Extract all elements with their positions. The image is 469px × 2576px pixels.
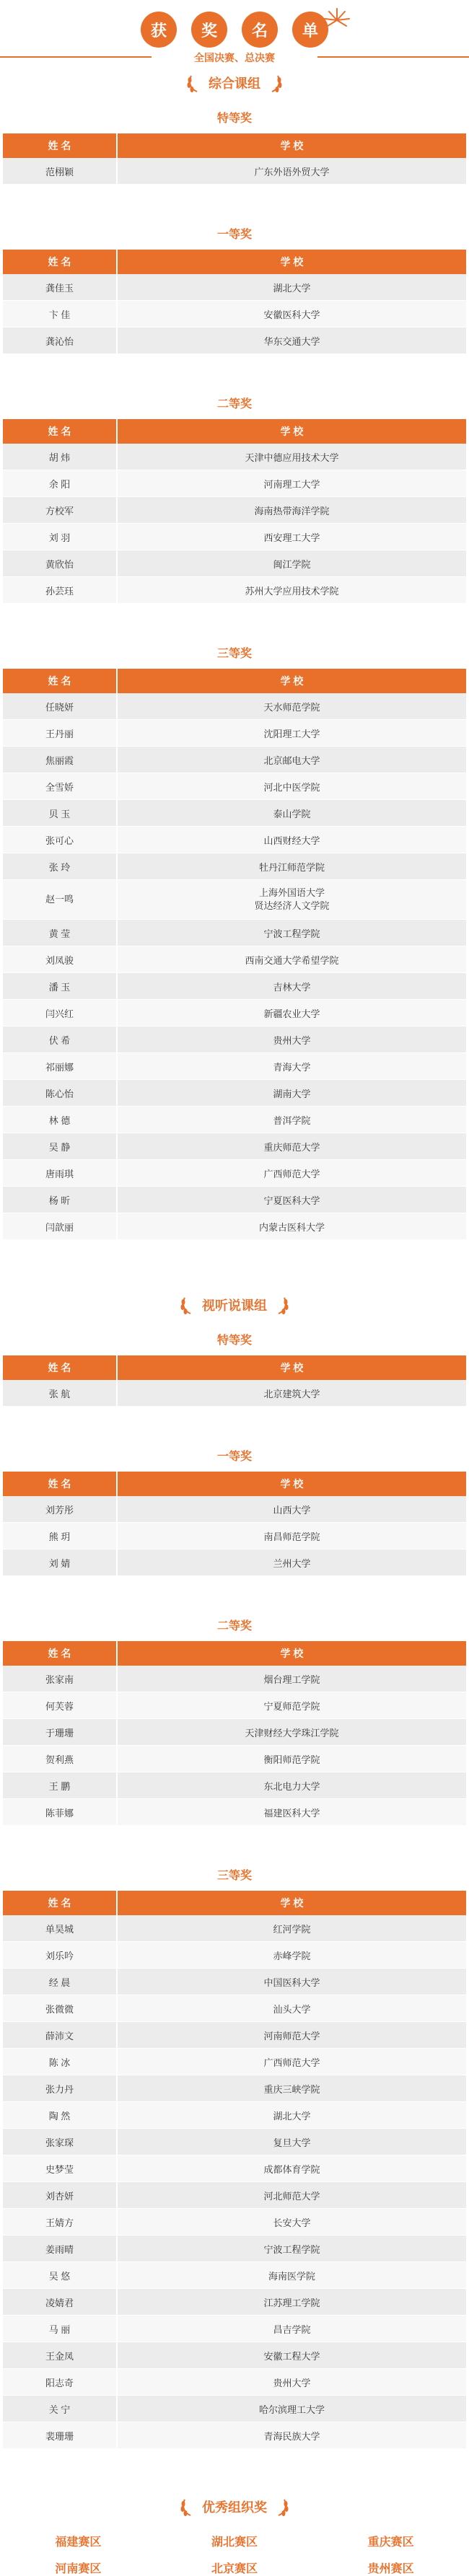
laurel-left-icon — [179, 2497, 195, 2517]
winner-name: 陈心怡 — [3, 1080, 118, 1107]
table-row — [3, 2289, 466, 2316]
winner-school: 长安大学 — [118, 2209, 466, 2236]
winner-school: 重庆三峡学院 — [118, 2075, 466, 2102]
winner-name: 刘芳彤 — [3, 1496, 118, 1523]
table-row — [3, 693, 466, 720]
winner-name: 林 德 — [3, 1107, 118, 1133]
winner-name: 祁丽娜 — [3, 1053, 118, 1080]
table-header — [3, 1641, 466, 1666]
award-region: 河南赛区 — [55, 2563, 102, 2575]
table-row — [3, 497, 466, 524]
table-row — [3, 853, 466, 880]
spacer — [0, 604, 469, 640]
table-row — [3, 470, 466, 497]
winner-school: 兰州大学 — [118, 1549, 466, 1576]
table-row — [3, 720, 466, 747]
section-title: 一等奖 — [216, 1451, 252, 1463]
winner-name: 关 宁 — [3, 2396, 118, 2422]
table-row — [3, 1772, 466, 1799]
table-row — [3, 2022, 466, 2049]
winner-name: 刘凤骏 — [3, 946, 118, 973]
laurel-left-icon — [185, 73, 201, 93]
winner-school: 山西大学 — [118, 1496, 466, 1523]
table-row — [3, 1187, 466, 1213]
winner-school: 内蒙古医科大学 — [118, 1213, 466, 1240]
winner-name: 张力丹 — [3, 2075, 118, 2102]
table-row — [3, 880, 466, 920]
winner-name: 闫歆丽 — [3, 1213, 118, 1240]
table-row — [3, 1213, 466, 1240]
winner-name: 贝 玉 — [3, 800, 118, 827]
name-column-header: 姓 名 — [3, 250, 118, 274]
header-title — [0, 12, 469, 48]
winner-school: 西南交通大学希望学院 — [118, 946, 466, 973]
winner-school: 复旦大学 — [118, 2129, 466, 2155]
header-title-char: 获 — [141, 12, 177, 48]
section-title: 二等奖 — [216, 1620, 252, 1632]
table-row — [3, 2075, 466, 2102]
winner-name: 经 晨 — [3, 1969, 118, 1995]
school-column-header: 学 校 — [118, 133, 466, 158]
table-row — [3, 920, 466, 946]
group-title — [0, 61, 469, 105]
winner-school: 吉林大学 — [118, 973, 466, 1000]
spacer — [0, 2449, 469, 2485]
winner-school: 河南理工大学 — [118, 470, 466, 497]
school-column-header: 学 校 — [118, 1891, 466, 1915]
table-row — [3, 1969, 466, 1995]
winner-school: 海南热带海洋学院 — [118, 497, 466, 524]
table-row — [3, 1496, 466, 1523]
name-column-header: 姓 名 — [3, 1891, 118, 1915]
group-title — [0, 1283, 469, 1327]
winner-name: 吴 静 — [3, 1133, 118, 1160]
winner-name: 何芙蓉 — [3, 1692, 118, 1719]
winner-name: 全雪娇 — [3, 773, 118, 800]
table-header — [3, 1891, 466, 1915]
winner-name: 于珊珊 — [3, 1719, 118, 1746]
spacer — [0, 1240, 469, 1283]
spacer — [0, 1407, 469, 1443]
school-column-header: 学 校 — [118, 1472, 466, 1496]
header-title-char: 奖 — [191, 12, 227, 48]
winner-school: 赤峰学院 — [118, 1942, 466, 1969]
winner-school: 福建医科大学 — [118, 1799, 466, 1826]
table-row — [3, 827, 466, 853]
table-row — [3, 2182, 466, 2209]
winner-name: 王丹丽 — [3, 720, 118, 747]
table-row — [3, 1692, 466, 1719]
winners-table — [3, 1355, 466, 1407]
winner-name: 余 阳 — [3, 470, 118, 497]
winners-table — [3, 1641, 466, 1826]
winner-school: 宁波工程学院 — [118, 2236, 466, 2262]
spacer — [0, 185, 469, 221]
winner-school: 东北电力大学 — [118, 1772, 466, 1799]
section-title: 二等奖 — [216, 398, 252, 410]
table-row — [3, 2262, 466, 2289]
winner-name: 陈 冰 — [3, 2049, 118, 2075]
winner-school: 红河学院 — [118, 1915, 466, 1942]
winner-school: 成都体育学院 — [118, 2155, 466, 2182]
winner-name: 刘 婧 — [3, 1549, 118, 1576]
name-column-header: 姓 名 — [3, 1355, 118, 1380]
award-region: 湖北赛区 — [211, 2536, 258, 2549]
section-title: 一等奖 — [216, 229, 252, 241]
table-row — [3, 328, 466, 354]
winner-school: 泰山学院 — [118, 800, 466, 827]
winner-name: 孙芸珏 — [3, 577, 118, 604]
table-row — [3, 158, 466, 185]
winner-name: 吴 悠 — [3, 2262, 118, 2289]
winner-school: 牡丹江师范学院 — [118, 853, 466, 880]
award-region: 贵州赛区 — [367, 2563, 414, 2575]
table-row — [3, 1995, 466, 2022]
winner-name: 单昊城 — [3, 1915, 118, 1942]
table-row — [3, 1549, 466, 1576]
table-row — [3, 973, 466, 1000]
table-row — [3, 2396, 466, 2422]
table-row — [3, 1000, 466, 1027]
winner-school: 宁夏医科大学 — [118, 1187, 466, 1213]
table-row — [3, 1523, 466, 1549]
winner-school: 广西师范大学 — [118, 2049, 466, 2075]
winner-name: 薛沛文 — [3, 2022, 118, 2049]
winner-name: 张家琛 — [3, 2129, 118, 2155]
winner-school: 普洱学院 — [118, 1107, 466, 1133]
table-row — [3, 1666, 466, 1692]
name-column-header: 姓 名 — [3, 133, 118, 158]
winner-school: 上海外国语大学 贤达经济人文学院 — [118, 880, 466, 920]
winner-name: 闫兴红 — [3, 1000, 118, 1027]
winner-name: 张可心 — [3, 827, 118, 853]
winner-school: 昌吉学院 — [118, 2316, 466, 2342]
header-title-char: 名 — [242, 12, 278, 48]
table-row — [3, 274, 466, 301]
winner-name: 史梦莹 — [3, 2155, 118, 2182]
winner-name: 王金凤 — [3, 2342, 118, 2369]
winner-name: 杨 昕 — [3, 1187, 118, 1213]
winner-name: 裴珊珊 — [3, 2422, 118, 2449]
laurel-left-icon — [179, 1295, 195, 1315]
winner-name: 刘乐吟 — [3, 1942, 118, 1969]
winner-school: 新疆农业大学 — [118, 1000, 466, 1027]
school-column-header: 学 校 — [118, 250, 466, 274]
winner-name: 胡 炜 — [3, 444, 118, 470]
table-row — [3, 2369, 466, 2396]
winner-name: 龚佳玉 — [3, 274, 118, 301]
table-row — [3, 1799, 466, 1826]
table-header — [3, 1472, 466, 1496]
winner-school: 中国医科大学 — [118, 1969, 466, 1995]
winner-school: 江苏理工学院 — [118, 2289, 466, 2316]
table-row — [3, 2316, 466, 2342]
section-title: 三等奖 — [216, 648, 252, 660]
winner-school: 苏州大学应用技术学院 — [118, 577, 466, 604]
winner-name: 任晓妍 — [3, 693, 118, 720]
table-row — [3, 773, 466, 800]
table-row — [3, 2155, 466, 2182]
winner-name: 卞 佳 — [3, 301, 118, 328]
winners-table — [3, 1891, 466, 2449]
winner-name: 张微微 — [3, 1995, 118, 2022]
winner-name: 范栩颖 — [3, 158, 118, 185]
winner-school: 衡阳师范学院 — [118, 1746, 466, 1772]
winner-school: 广西师范大学 — [118, 1160, 466, 1187]
name-column-header: 姓 名 — [3, 419, 118, 444]
table-row — [3, 1160, 466, 1187]
winners-table — [3, 133, 466, 185]
award-region: 北京赛区 — [211, 2563, 258, 2575]
table-row — [3, 1080, 466, 1107]
winner-school: 贵州大学 — [118, 2369, 466, 2396]
winner-name: 陶 然 — [3, 2102, 118, 2129]
winner-school: 天津中德应用技术大学 — [118, 444, 466, 470]
table-row — [3, 2129, 466, 2155]
table-row — [3, 2209, 466, 2236]
winner-school: 闽江学院 — [118, 550, 466, 577]
winner-school: 湖北大学 — [118, 2102, 466, 2129]
table-row — [3, 1746, 466, 1772]
laurel-right-icon — [274, 2497, 290, 2517]
winner-school: 北京建筑大学 — [118, 1380, 466, 1407]
spacer — [0, 1826, 469, 1862]
section-title: 三等奖 — [216, 1870, 252, 1882]
winner-name: 潘 玉 — [3, 973, 118, 1000]
table-row — [3, 1027, 466, 1053]
header-title-char: 单 — [292, 12, 328, 48]
table-row — [3, 1942, 466, 1969]
laurel-right-icon — [268, 73, 284, 93]
winner-name: 伏 希 — [3, 1027, 118, 1053]
table-row — [3, 444, 466, 470]
table-header — [3, 669, 466, 693]
winner-school: 天津财经大学珠江学院 — [118, 1719, 466, 1746]
table-row — [3, 800, 466, 827]
winner-name: 阳志奇 — [3, 2369, 118, 2396]
winner-school: 南昌师范学院 — [118, 1523, 466, 1549]
table-row — [3, 747, 466, 773]
winner-name: 熊 玥 — [3, 1523, 118, 1549]
firework-icon — [319, 4, 355, 33]
winner-school: 广东外语外贸大学 — [118, 158, 466, 185]
winner-name: 张家南 — [3, 1666, 118, 1692]
winner-school: 河北中医学院 — [118, 773, 466, 800]
winner-school: 西安理工大学 — [118, 524, 466, 550]
name-column-header: 姓 名 — [3, 1641, 118, 1666]
winner-school: 湖北大学 — [118, 274, 466, 301]
table-row — [3, 301, 466, 328]
winner-school: 华东交通大学 — [118, 328, 466, 354]
winner-school: 天水师范学院 — [118, 693, 466, 720]
spacer — [0, 354, 469, 390]
winner-name: 刘杏妍 — [3, 2182, 118, 2209]
winner-name: 陈菲娜 — [3, 1799, 118, 1826]
winner-name: 焦丽霞 — [3, 747, 118, 773]
table-header — [3, 250, 466, 274]
winner-school: 宁波工程学院 — [118, 920, 466, 946]
winners-table — [3, 1472, 466, 1576]
winner-school: 宁夏师范学院 — [118, 1692, 466, 1719]
winner-name: 黄 莹 — [3, 920, 118, 946]
awards-title — [0, 2485, 469, 2528]
award-region: 福建赛区 — [55, 2536, 102, 2549]
awards-title-text: 优秀组织奖 — [202, 2500, 267, 2515]
winner-name: 龚沁怡 — [3, 328, 118, 354]
table-row — [3, 2049, 466, 2075]
spacer — [0, 1576, 469, 1612]
winner-name: 王 鹏 — [3, 1772, 118, 1799]
header-subtitle: 全国决赛、总决赛 — [194, 52, 275, 63]
winner-school: 湖南大学 — [118, 1080, 466, 1107]
divider-right — [317, 56, 469, 58]
winner-school: 河北师范大学 — [118, 2182, 466, 2209]
winner-school: 沈阳理工大学 — [118, 720, 466, 747]
winner-name: 张 玲 — [3, 853, 118, 880]
winner-school: 烟台理工学院 — [118, 1666, 466, 1692]
school-column-header: 学 校 — [118, 669, 466, 693]
table-row — [3, 946, 466, 973]
winner-school: 贵州大学 — [118, 1027, 466, 1053]
table-row — [3, 550, 466, 577]
section-title: 特等奖 — [216, 113, 252, 125]
school-column-header: 学 校 — [118, 1355, 466, 1380]
winner-school: 河南师范大学 — [118, 2022, 466, 2049]
winner-name: 方校军 — [3, 497, 118, 524]
name-column-header: 姓 名 — [3, 1472, 118, 1496]
winner-school: 青海大学 — [118, 1053, 466, 1080]
winner-school: 山西财经大学 — [118, 827, 466, 853]
table-row — [3, 1915, 466, 1942]
laurel-right-icon — [274, 1295, 290, 1315]
table-row — [3, 1719, 466, 1746]
winner-school: 安徽医科大学 — [118, 301, 466, 328]
winners-table — [3, 419, 466, 604]
table-row — [3, 1133, 466, 1160]
group-title-text: 综合课组 — [209, 76, 260, 91]
awards-grid — [0, 2533, 469, 2576]
header — [0, 0, 469, 61]
winner-school: 北京邮电大学 — [118, 747, 466, 773]
winner-name: 张 航 — [3, 1380, 118, 1407]
table-row — [3, 2422, 466, 2449]
winner-name: 王婧方 — [3, 2209, 118, 2236]
winner-name: 赵一鸣 — [3, 880, 118, 920]
school-column-header: 学 校 — [118, 419, 466, 444]
section-title: 特等奖 — [216, 1335, 252, 1347]
winner-name: 黄欣怡 — [3, 550, 118, 577]
table-row — [3, 1380, 466, 1407]
table-header — [3, 419, 466, 444]
winners-table — [3, 250, 466, 354]
table-row — [3, 524, 466, 550]
table-row — [3, 2236, 466, 2262]
group-title-text: 视听说课组 — [202, 1298, 267, 1313]
table-row — [3, 1107, 466, 1133]
winner-school: 安徽工程大学 — [118, 2342, 466, 2369]
winner-name: 凌婧君 — [3, 2289, 118, 2316]
winner-school: 青海民族大学 — [118, 2422, 466, 2449]
groups-container — [0, 61, 469, 2449]
winner-name: 贺利燕 — [3, 1746, 118, 1772]
table-row — [3, 1053, 466, 1080]
winner-school: 哈尔滨理工大学 — [118, 2396, 466, 2422]
winners-table — [3, 669, 466, 1240]
winner-name: 马 丽 — [3, 2316, 118, 2342]
winner-school: 重庆师范大学 — [118, 1133, 466, 1160]
table-header — [3, 133, 466, 158]
table-row — [3, 577, 466, 604]
table-row — [3, 2102, 466, 2129]
school-column-header: 学 校 — [118, 1641, 466, 1666]
winner-name: 刘 羽 — [3, 524, 118, 550]
award-region: 重庆赛区 — [367, 2536, 414, 2549]
winner-school: 海南医学院 — [118, 2262, 466, 2289]
name-column-header: 姓 名 — [3, 669, 118, 693]
table-header — [3, 1355, 466, 1380]
winner-name: 唐雨琪 — [3, 1160, 118, 1187]
winner-school: 汕头大学 — [118, 1995, 466, 2022]
table-row — [3, 2342, 466, 2369]
winner-name: 姜雨晴 — [3, 2236, 118, 2262]
